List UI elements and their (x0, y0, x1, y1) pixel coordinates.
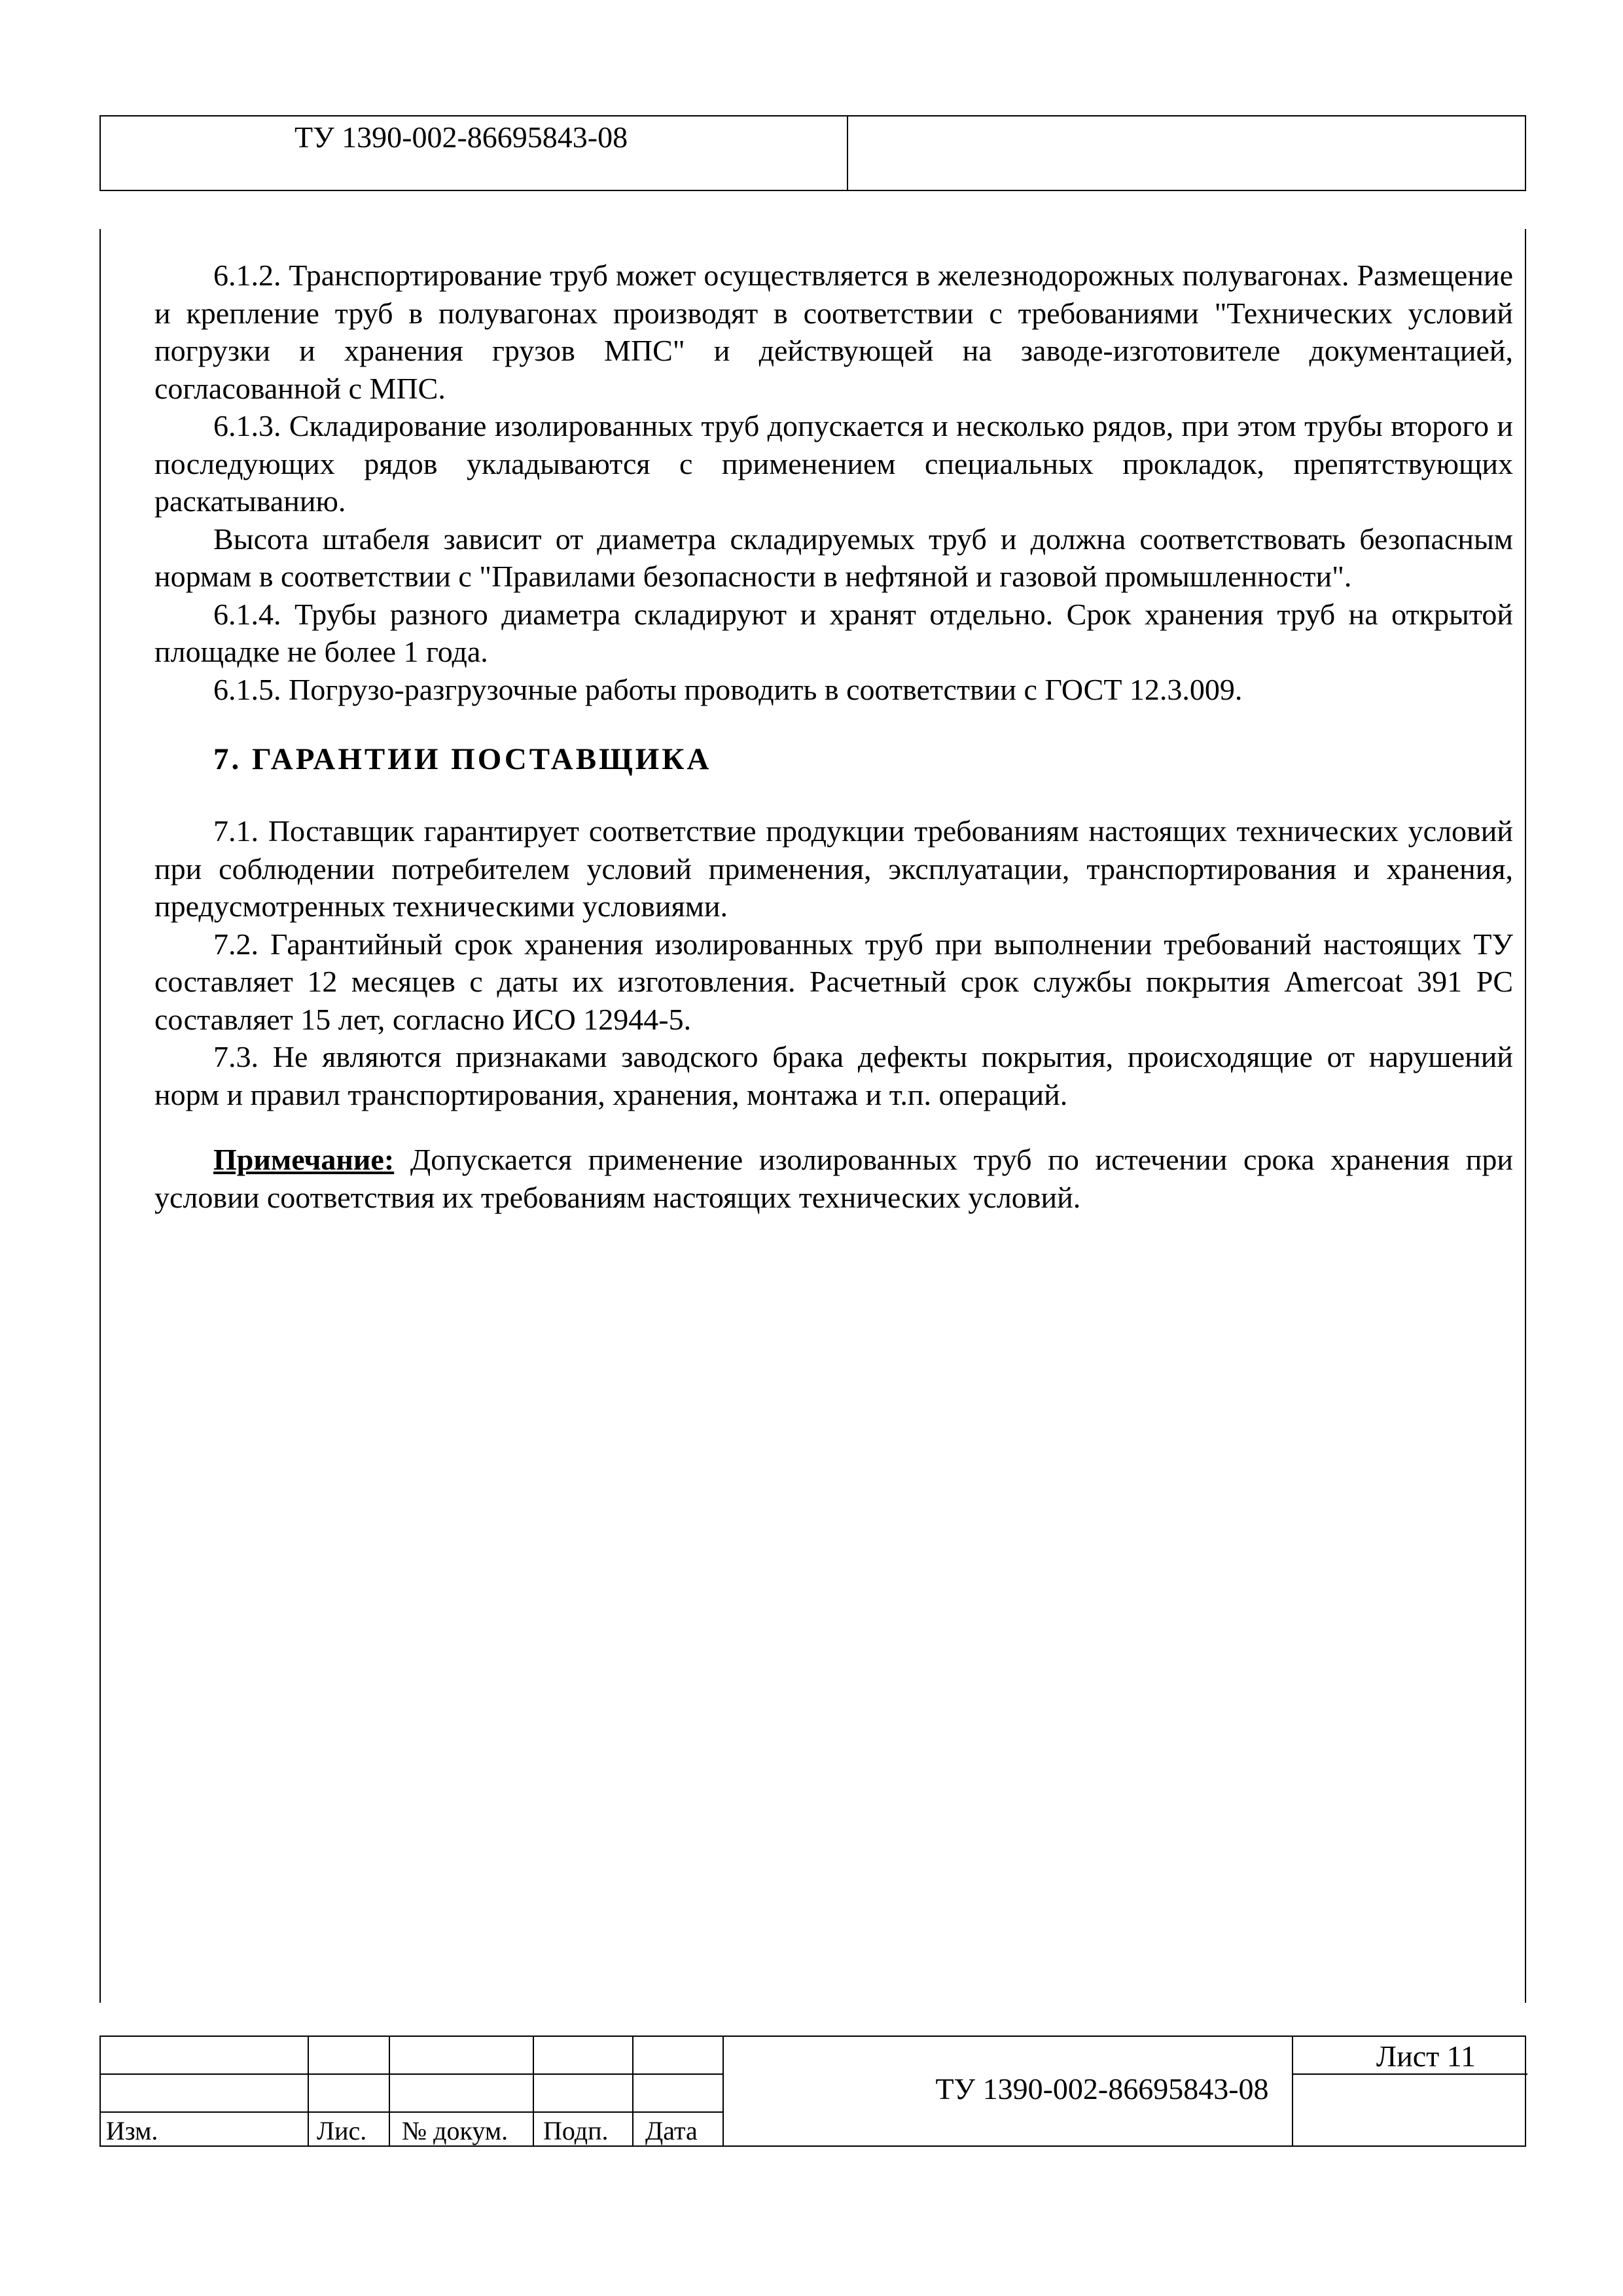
section-heading-7: 7. ГАРАНТИИ ПОСТАВЩИКА (213, 742, 712, 776)
stamp-col-list: Лис. (317, 2116, 367, 2145)
stamp-col-line (722, 2037, 724, 2145)
paragraph-6-1-2: 6.1.2. Транспортирование труб может осуществляется в железнодорожных полувагонах. Размещение и крепление труб в полувагонах производят в соответствии с требованиями "Технических условий погрузки и хранения грузов МПС" и действующей на заводе-изготовителе документацией, согласованной с МПС. (154, 259, 1513, 405)
header-divider (847, 117, 848, 190)
paragraph-6-1-5: 6.1.5. Погрузо-разгрузочные работы проводить в соответствии с ГОСТ 12.3.009. (213, 672, 1243, 706)
frame-right-border (1525, 229, 1526, 2003)
stamp-col-line (308, 2037, 309, 2145)
paragraph-6-1-3: 6.1.3. Складирование изолированных труб допускается и несколько рядов, при этом трубы второго и последующих рядов укладываются с применением специальных прокладок, препятствующих раскатыванию. (154, 409, 1513, 518)
header-frame (99, 115, 1526, 191)
stamp-col-date: Дата (645, 2116, 698, 2145)
stamp-row-line (101, 2073, 722, 2075)
paragraph-7-2: 7.2. Гарантийный срок хранения изолированных труб при выполнении требований настоящих ТУ составляет 12 месяцев с даты их изготовления. Расчетный срок службы покрытия Amercoat 391 PC составляет 15 лет, согласно ИСО 12944-5. (154, 927, 1513, 1036)
paragraph-6-1-4: 6.1.4. Трубы разного диаметра складируют и хранят отдельно. Срок хранения труб на открытой площадке не более 1 года. (154, 597, 1513, 668)
stamp-col-line (533, 2037, 534, 2145)
stamp-col-sign: Подп. (543, 2116, 609, 2145)
paragraph-7-3: 7.3. Не являются признаками заводского брака дефекты покрытия, происходящие от нарушений норм и правил транспортирования, хранения, монтажа и т.п. операций. (154, 1040, 1513, 1111)
paragraph-7-1: 7.1. Поставщик гарантирует соответствие продукции требованиям настоящих технических условий при соблюдении потребителем условий применения, эксплуатации, транспортирования и хранения, предусмотренных техническими условиями. (154, 814, 1513, 923)
header-doc-code: ТУ 1390-002-86695843-08 (294, 120, 628, 154)
document-body (154, 257, 1513, 1216)
stamp-sheet-number: Лист 11 (1376, 2039, 1476, 2073)
note-label: Примечание: (213, 1143, 395, 1176)
stamp-col-line (632, 2037, 633, 2145)
note-paragraph (154, 1141, 1513, 1216)
stamp-col-doc: № докум. (402, 2116, 508, 2145)
stamp-doc-code: ТУ 1390-002-86695843-08 (935, 2072, 1269, 2106)
stamp-col-line (389, 2037, 390, 2145)
frame-left-border (99, 229, 101, 2003)
paragraph-stack-height: Высота штабеля зависит от диаметра складируемых труб и должна соответствовать безопасным нормам в соответствии с "Правилами безопасности в нефтяной и газовой промышленности". (154, 522, 1513, 593)
stamp-col-izm: Изм. (106, 2116, 158, 2145)
title-block (99, 2036, 1526, 2147)
stamp-row-line (101, 2111, 722, 2113)
spacer (154, 1113, 1513, 1141)
note-text: Допускается применение изолированных труб по истечении срока хранения при условии соответствия их требованиям настоящих технических условий. (154, 1143, 1513, 1214)
